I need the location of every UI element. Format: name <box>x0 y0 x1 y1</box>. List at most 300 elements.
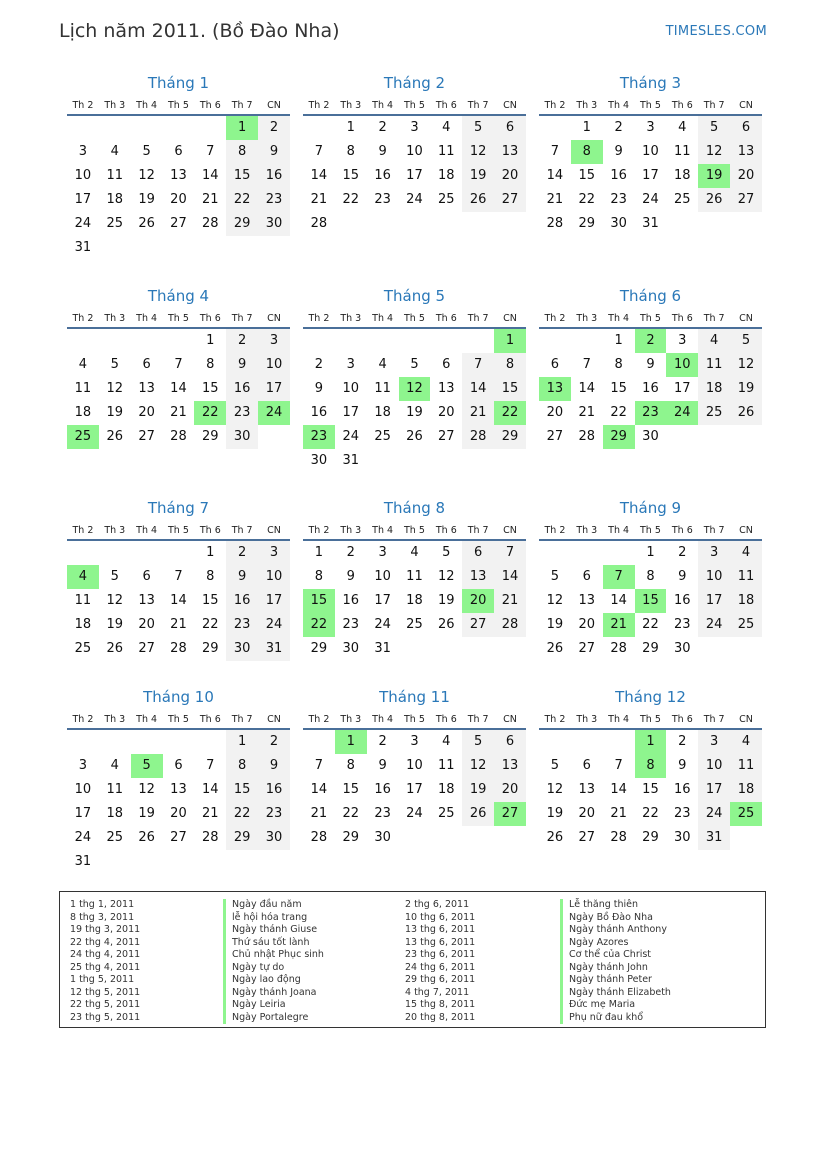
day-cell[interactable]: 7 <box>582 357 591 372</box>
weekend-day-cell[interactable]: 9 <box>226 565 258 589</box>
day-cell[interactable]: 18 <box>106 192 124 207</box>
day-cell[interactable]: 24 <box>74 830 92 845</box>
day-cell[interactable]: 30 <box>642 429 659 444</box>
holiday-day-cell[interactable]: 22 <box>303 613 335 637</box>
day-cell[interactable]: 30 <box>610 216 627 231</box>
day-cell[interactable]: 31 <box>74 854 92 869</box>
day-cell[interactable]: 28 <box>170 429 187 444</box>
day-cell[interactable]: 5 <box>410 357 419 372</box>
day-cell[interactable]: 22 <box>202 617 219 632</box>
day-cell[interactable]: 14 <box>202 168 219 183</box>
weekend-day-cell[interactable]: 15 <box>226 164 258 188</box>
day-cell[interactable]: 31 <box>374 641 391 656</box>
day-cell[interactable]: 27 <box>170 216 187 231</box>
holiday-day-cell[interactable]: 1 <box>494 329 526 353</box>
day-cell[interactable]: 2 <box>678 545 687 560</box>
day-cell[interactable]: 3 <box>410 734 419 749</box>
weekend-day-cell[interactable]: 28 <box>462 425 494 449</box>
day-cell[interactable]: 16 <box>310 405 328 420</box>
weekend-day-cell[interactable]: 7 <box>494 541 526 565</box>
day-cell[interactable]: 22 <box>342 192 360 207</box>
day-cell[interactable]: 17 <box>374 593 391 608</box>
day-cell[interactable]: 27 <box>546 429 564 444</box>
day-cell[interactable]: 28 <box>578 429 596 444</box>
weekend-day-cell[interactable]: 23 <box>258 802 290 826</box>
day-cell[interactable]: 4 <box>442 120 451 135</box>
weekend-day-cell[interactable]: 2 <box>258 116 290 140</box>
day-cell[interactable]: 3 <box>646 120 655 135</box>
day-cell[interactable]: 6 <box>174 758 183 773</box>
day-cell[interactable]: 3 <box>410 120 419 135</box>
day-cell[interactable]: 25 <box>438 806 455 821</box>
day-cell[interactable]: 2 <box>346 545 355 560</box>
day-cell[interactable]: 25 <box>674 192 691 207</box>
day-cell[interactable]: 31 <box>342 453 360 468</box>
day-cell[interactable]: 18 <box>674 168 691 183</box>
day-cell[interactable]: 24 <box>406 192 423 207</box>
day-cell[interactable]: 2 <box>378 120 387 135</box>
weekend-day-cell[interactable]: 27 <box>462 613 494 637</box>
weekend-day-cell[interactable]: 24 <box>698 802 730 826</box>
day-cell[interactable]: 29 <box>202 641 219 656</box>
weekend-day-cell[interactable]: 27 <box>494 188 526 212</box>
day-cell[interactable]: 18 <box>438 782 455 797</box>
day-cell[interactable]: 20 <box>438 405 455 420</box>
day-cell[interactable]: 1 <box>646 545 655 560</box>
day-cell[interactable]: 2 <box>314 357 324 372</box>
day-cell[interactable]: 28 <box>610 830 627 845</box>
day-cell[interactable]: 19 <box>106 617 124 632</box>
day-cell[interactable]: 9 <box>314 381 324 396</box>
weekend-day-cell[interactable]: 4 <box>730 541 762 565</box>
holiday-day-cell[interactable]: 2 <box>635 329 667 353</box>
day-cell[interactable]: 5 <box>442 545 451 560</box>
day-cell[interactable]: 21 <box>170 405 187 420</box>
day-cell[interactable]: 3 <box>78 758 88 773</box>
day-cell[interactable]: 8 <box>206 357 215 372</box>
weekend-day-cell[interactable]: 17 <box>258 377 290 401</box>
weekend-day-cell[interactable]: 5 <box>730 329 762 353</box>
weekend-day-cell[interactable]: 3 <box>258 541 290 565</box>
weekend-day-cell[interactable]: 24 <box>258 613 290 637</box>
day-cell[interactable]: 10 <box>374 569 391 584</box>
day-cell[interactable]: 14 <box>202 782 219 797</box>
day-cell[interactable]: 15 <box>202 593 219 608</box>
day-cell[interactable]: 7 <box>174 569 183 584</box>
day-cell[interactable]: 20 <box>546 405 564 420</box>
weekend-day-cell[interactable]: 19 <box>462 164 494 188</box>
day-cell[interactable]: 1 <box>346 120 355 135</box>
weekend-day-cell[interactable]: 25 <box>730 613 762 637</box>
weekend-day-cell[interactable]: 21 <box>494 589 526 613</box>
day-cell[interactable]: 20 <box>138 405 155 420</box>
day-cell[interactable]: 19 <box>546 806 564 821</box>
weekend-day-cell[interactable]: 6 <box>462 541 494 565</box>
day-cell[interactable]: 25 <box>374 429 391 444</box>
day-cell[interactable]: 23 <box>374 192 391 207</box>
holiday-day-cell[interactable]: 7 <box>603 565 635 589</box>
day-cell[interactable]: 30 <box>342 641 360 656</box>
day-cell[interactable]: 8 <box>614 357 623 372</box>
weekend-day-cell[interactable]: 26 <box>462 188 494 212</box>
holiday-day-cell[interactable]: 8 <box>571 140 603 164</box>
day-cell[interactable]: 29 <box>642 641 659 656</box>
day-cell[interactable]: 24 <box>406 806 423 821</box>
day-cell[interactable]: 5 <box>550 569 560 584</box>
weekend-day-cell[interactable]: 17 <box>698 589 730 613</box>
holiday-day-cell[interactable]: 24 <box>666 401 698 425</box>
day-cell[interactable]: 26 <box>406 429 423 444</box>
day-cell[interactable]: 16 <box>374 782 391 797</box>
day-cell[interactable]: 17 <box>674 381 691 396</box>
weekend-day-cell[interactable]: 31 <box>698 826 730 850</box>
day-cell[interactable]: 9 <box>678 569 687 584</box>
day-cell[interactable]: 22 <box>610 405 627 420</box>
day-cell[interactable]: 29 <box>642 830 659 845</box>
day-cell[interactable]: 7 <box>174 357 183 372</box>
day-cell[interactable]: 13 <box>578 593 596 608</box>
day-cell[interactable]: 6 <box>442 357 451 372</box>
day-cell[interactable]: 16 <box>342 593 360 608</box>
weekend-day-cell[interactable]: 25 <box>698 401 730 425</box>
weekend-day-cell[interactable]: 15 <box>494 377 526 401</box>
day-cell[interactable]: 27 <box>578 641 596 656</box>
day-cell[interactable]: 16 <box>374 168 391 183</box>
day-cell[interactable]: 28 <box>202 830 219 845</box>
weekend-day-cell[interactable]: 16 <box>226 589 258 613</box>
day-cell[interactable]: 11 <box>438 144 455 159</box>
weekend-day-cell[interactable]: 23 <box>226 401 258 425</box>
weekend-day-cell[interactable]: 3 <box>258 329 290 353</box>
day-cell[interactable]: 7 <box>314 144 324 159</box>
day-cell[interactable]: 12 <box>546 593 564 608</box>
holiday-day-cell[interactable]: 24 <box>258 401 290 425</box>
day-cell[interactable]: 18 <box>74 617 92 632</box>
day-cell[interactable]: 7 <box>206 144 215 159</box>
weekend-day-cell[interactable]: 16 <box>258 164 290 188</box>
day-cell[interactable]: 25 <box>106 216 124 231</box>
day-cell[interactable]: 10 <box>406 758 423 773</box>
day-cell[interactable]: 12 <box>106 381 124 396</box>
day-cell[interactable]: 5 <box>110 569 119 584</box>
weekend-day-cell[interactable]: 23 <box>258 188 290 212</box>
day-cell[interactable]: 18 <box>374 405 391 420</box>
weekend-day-cell[interactable]: 10 <box>698 754 730 778</box>
day-cell[interactable]: 4 <box>378 357 387 372</box>
day-cell[interactable]: 3 <box>678 333 687 348</box>
day-cell[interactable]: 23 <box>374 806 391 821</box>
day-cell[interactable]: 14 <box>546 168 564 183</box>
day-cell[interactable]: 14 <box>578 381 596 396</box>
holiday-day-cell[interactable]: 22 <box>494 401 526 425</box>
day-cell[interactable]: 23 <box>674 617 691 632</box>
holiday-day-cell[interactable]: 23 <box>303 425 335 449</box>
day-cell[interactable]: 23 <box>342 617 360 632</box>
day-cell[interactable]: 22 <box>642 617 659 632</box>
day-cell[interactable]: 4 <box>110 758 119 773</box>
day-cell[interactable]: 9 <box>678 758 687 773</box>
day-cell[interactable]: 26 <box>106 429 124 444</box>
weekend-day-cell[interactable]: 8 <box>494 353 526 377</box>
day-cell[interactable]: 13 <box>578 782 596 797</box>
weekend-day-cell[interactable]: 6 <box>494 116 526 140</box>
weekend-day-cell[interactable]: 30 <box>226 425 258 449</box>
day-cell[interactable]: 13 <box>170 168 187 183</box>
weekend-day-cell[interactable]: 24 <box>698 613 730 637</box>
day-cell[interactable]: 15 <box>578 168 596 183</box>
day-cell[interactable]: 22 <box>642 806 659 821</box>
holiday-day-cell[interactable]: 15 <box>635 589 667 613</box>
weekend-day-cell[interactable]: 29 <box>494 425 526 449</box>
day-cell[interactable]: 26 <box>138 216 155 231</box>
day-cell[interactable]: 2 <box>678 734 687 749</box>
day-cell[interactable]: 16 <box>642 381 659 396</box>
weekend-day-cell[interactable]: 9 <box>258 754 290 778</box>
day-cell[interactable]: 1 <box>614 333 623 348</box>
day-cell[interactable]: 26 <box>106 641 124 656</box>
day-cell[interactable]: 5 <box>550 758 560 773</box>
day-cell[interactable]: 6 <box>142 569 151 584</box>
day-cell[interactable]: 21 <box>610 806 627 821</box>
day-cell[interactable]: 17 <box>406 168 423 183</box>
weekend-day-cell[interactable]: 7 <box>462 353 494 377</box>
holiday-day-cell[interactable]: 21 <box>603 613 635 637</box>
weekend-day-cell[interactable]: 17 <box>698 778 730 802</box>
day-cell[interactable]: 18 <box>406 593 423 608</box>
weekend-day-cell[interactable]: 18 <box>730 778 762 802</box>
weekend-day-cell[interactable]: 13 <box>494 754 526 778</box>
day-cell[interactable]: 19 <box>138 192 155 207</box>
day-cell[interactable]: 11 <box>374 381 391 396</box>
day-cell[interactable]: 9 <box>378 144 387 159</box>
weekend-day-cell[interactable]: 11 <box>698 353 730 377</box>
day-cell[interactable]: 15 <box>342 782 360 797</box>
day-cell[interactable]: 17 <box>642 168 659 183</box>
day-cell[interactable]: 20 <box>170 192 187 207</box>
weekend-day-cell[interactable]: 16 <box>258 778 290 802</box>
day-cell[interactable]: 21 <box>310 806 328 821</box>
weekend-day-cell[interactable]: 30 <box>258 826 290 850</box>
holiday-day-cell[interactable]: 29 <box>603 425 635 449</box>
day-cell[interactable]: 7 <box>614 758 623 773</box>
weekend-day-cell[interactable]: 30 <box>258 212 290 236</box>
day-cell[interactable]: 3 <box>378 545 387 560</box>
weekend-day-cell[interactable]: 26 <box>698 188 730 212</box>
day-cell[interactable]: 18 <box>74 405 92 420</box>
day-cell[interactable]: 11 <box>74 593 92 608</box>
day-cell[interactable]: 19 <box>106 405 124 420</box>
day-cell[interactable]: 15 <box>610 381 627 396</box>
day-cell[interactable]: 9 <box>646 357 655 372</box>
weekend-day-cell[interactable]: 29 <box>226 826 258 850</box>
day-cell[interactable]: 8 <box>346 758 355 773</box>
weekend-day-cell[interactable]: 19 <box>462 778 494 802</box>
day-cell[interactable]: 27 <box>170 830 187 845</box>
weekend-day-cell[interactable]: 9 <box>226 353 258 377</box>
weekend-day-cell[interactable]: 13 <box>462 565 494 589</box>
weekend-day-cell[interactable]: 12 <box>462 754 494 778</box>
day-cell[interactable]: 30 <box>674 641 691 656</box>
weekend-day-cell[interactable]: 10 <box>258 565 290 589</box>
day-cell[interactable]: 14 <box>310 782 328 797</box>
weekend-day-cell[interactable]: 11 <box>730 754 762 778</box>
day-cell[interactable]: 10 <box>642 144 659 159</box>
day-cell[interactable]: 28 <box>170 641 187 656</box>
weekend-day-cell[interactable]: 2 <box>258 730 290 754</box>
day-cell[interactable]: 29 <box>578 216 596 231</box>
weekend-day-cell[interactable]: 14 <box>462 377 494 401</box>
day-cell[interactable]: 5 <box>142 144 151 159</box>
day-cell[interactable]: 12 <box>106 593 124 608</box>
holiday-day-cell[interactable]: 27 <box>494 802 526 826</box>
weekend-day-cell[interactable]: 5 <box>462 116 494 140</box>
day-cell[interactable]: 27 <box>438 429 455 444</box>
day-cell[interactable]: 14 <box>610 782 627 797</box>
day-cell[interactable]: 24 <box>642 192 659 207</box>
weekend-day-cell[interactable]: 4 <box>730 730 762 754</box>
weekend-day-cell[interactable]: 12 <box>462 140 494 164</box>
day-cell[interactable]: 10 <box>74 168 92 183</box>
weekend-day-cell[interactable]: 29 <box>226 212 258 236</box>
day-cell[interactable]: 26 <box>438 617 455 632</box>
holiday-day-cell[interactable]: 8 <box>635 754 667 778</box>
day-cell[interactable]: 19 <box>138 806 155 821</box>
weekend-day-cell[interactable]: 18 <box>698 377 730 401</box>
day-cell[interactable]: 18 <box>106 806 124 821</box>
day-cell[interactable]: 8 <box>646 569 655 584</box>
holiday-day-cell[interactable]: 1 <box>226 116 258 140</box>
day-cell[interactable]: 22 <box>578 192 596 207</box>
day-cell[interactable]: 6 <box>550 357 560 372</box>
weekend-day-cell[interactable]: 8 <box>226 754 258 778</box>
weekend-day-cell[interactable]: 2 <box>226 329 258 353</box>
weekend-day-cell[interactable]: 13 <box>730 140 762 164</box>
day-cell[interactable]: 27 <box>578 830 596 845</box>
weekend-day-cell[interactable]: 19 <box>730 377 762 401</box>
day-cell[interactable]: 13 <box>170 782 187 797</box>
weekend-day-cell[interactable]: 27 <box>730 188 762 212</box>
day-cell[interactable]: 1 <box>582 120 591 135</box>
day-cell[interactable]: 4 <box>78 357 88 372</box>
day-cell[interactable]: 3 <box>346 357 355 372</box>
weekend-day-cell[interactable]: 11 <box>730 565 762 589</box>
holiday-day-cell[interactable]: 10 <box>666 353 698 377</box>
weekend-day-cell[interactable]: 26 <box>462 802 494 826</box>
holiday-day-cell[interactable]: 23 <box>635 401 667 425</box>
day-cell[interactable]: 25 <box>106 830 124 845</box>
day-cell[interactable]: 24 <box>374 617 391 632</box>
day-cell[interactable]: 28 <box>546 216 564 231</box>
day-cell[interactable]: 14 <box>170 381 187 396</box>
day-cell[interactable]: 31 <box>74 240 92 255</box>
day-cell[interactable]: 1 <box>206 333 215 348</box>
day-cell[interactable]: 23 <box>674 806 691 821</box>
day-cell[interactable]: 12 <box>138 782 155 797</box>
day-cell[interactable]: 6 <box>174 144 183 159</box>
day-cell[interactable]: 4 <box>410 545 419 560</box>
day-cell[interactable]: 13 <box>138 593 155 608</box>
day-cell[interactable]: 13 <box>138 381 155 396</box>
day-cell[interactable]: 10 <box>74 782 92 797</box>
day-cell[interactable]: 28 <box>310 830 328 845</box>
weekend-day-cell[interactable]: 8 <box>226 140 258 164</box>
weekend-day-cell[interactable]: 30 <box>226 637 258 661</box>
day-cell[interactable]: 28 <box>310 216 328 231</box>
day-cell[interactable]: 17 <box>74 192 92 207</box>
day-cell[interactable]: 7 <box>550 144 560 159</box>
day-cell[interactable]: 24 <box>74 216 92 231</box>
day-cell[interactable]: 21 <box>202 192 219 207</box>
day-cell[interactable]: 14 <box>310 168 328 183</box>
day-cell[interactable]: 9 <box>378 758 387 773</box>
day-cell[interactable]: 5 <box>110 357 119 372</box>
day-cell[interactable]: 20 <box>578 806 596 821</box>
day-cell[interactable]: 21 <box>202 806 219 821</box>
holiday-day-cell[interactable]: 1 <box>635 730 667 754</box>
day-cell[interactable]: 29 <box>202 429 219 444</box>
day-cell[interactable]: 15 <box>342 168 360 183</box>
day-cell[interactable]: 15 <box>642 782 659 797</box>
day-cell[interactable]: 11 <box>438 758 455 773</box>
site-brand-link[interactable]: TIMESLES.COM <box>665 24 767 39</box>
holiday-day-cell[interactable]: 22 <box>194 401 226 425</box>
day-cell[interactable]: 8 <box>206 569 215 584</box>
day-cell[interactable]: 16 <box>674 782 691 797</box>
weekend-day-cell[interactable]: 20 <box>494 778 526 802</box>
day-cell[interactable]: 30 <box>310 453 328 468</box>
day-cell[interactable]: 10 <box>406 144 423 159</box>
weekend-day-cell[interactable]: 26 <box>730 401 762 425</box>
day-cell[interactable]: 12 <box>546 782 564 797</box>
day-cell[interactable]: 12 <box>438 569 455 584</box>
day-cell[interactable]: 4 <box>678 120 687 135</box>
day-cell[interactable]: 11 <box>406 569 423 584</box>
day-cell[interactable]: 26 <box>138 830 155 845</box>
day-cell[interactable]: 23 <box>610 192 627 207</box>
weekend-day-cell[interactable]: 31 <box>258 637 290 661</box>
day-cell[interactable]: 17 <box>74 806 92 821</box>
day-cell[interactable]: 17 <box>342 405 360 420</box>
day-cell[interactable]: 4 <box>110 144 119 159</box>
day-cell[interactable]: 21 <box>170 617 187 632</box>
day-cell[interactable]: 8 <box>346 144 355 159</box>
day-cell[interactable]: 25 <box>438 192 455 207</box>
day-cell[interactable]: 17 <box>406 782 423 797</box>
day-cell[interactable]: 3 <box>78 144 88 159</box>
weekend-day-cell[interactable]: 15 <box>226 778 258 802</box>
day-cell[interactable]: 24 <box>342 429 360 444</box>
weekend-day-cell[interactable]: 20 <box>494 164 526 188</box>
day-cell[interactable]: 25 <box>74 641 92 656</box>
day-cell[interactable]: 14 <box>170 593 187 608</box>
day-cell[interactable]: 11 <box>674 144 691 159</box>
day-cell[interactable]: 11 <box>106 782 124 797</box>
day-cell[interactable]: 14 <box>610 593 627 608</box>
day-cell[interactable]: 26 <box>546 641 564 656</box>
day-cell[interactable]: 11 <box>106 168 124 183</box>
holiday-day-cell[interactable]: 25 <box>67 425 99 449</box>
day-cell[interactable]: 6 <box>582 569 591 584</box>
weekend-day-cell[interactable]: 22 <box>226 802 258 826</box>
day-cell[interactable]: 28 <box>202 216 219 231</box>
day-cell[interactable]: 30 <box>374 830 391 845</box>
day-cell[interactable]: 7 <box>314 758 324 773</box>
day-cell[interactable]: 16 <box>610 168 627 183</box>
day-cell[interactable]: 6 <box>582 758 591 773</box>
day-cell[interactable]: 30 <box>674 830 691 845</box>
weekend-day-cell[interactable]: 18 <box>730 589 762 613</box>
weekend-day-cell[interactable]: 9 <box>258 140 290 164</box>
